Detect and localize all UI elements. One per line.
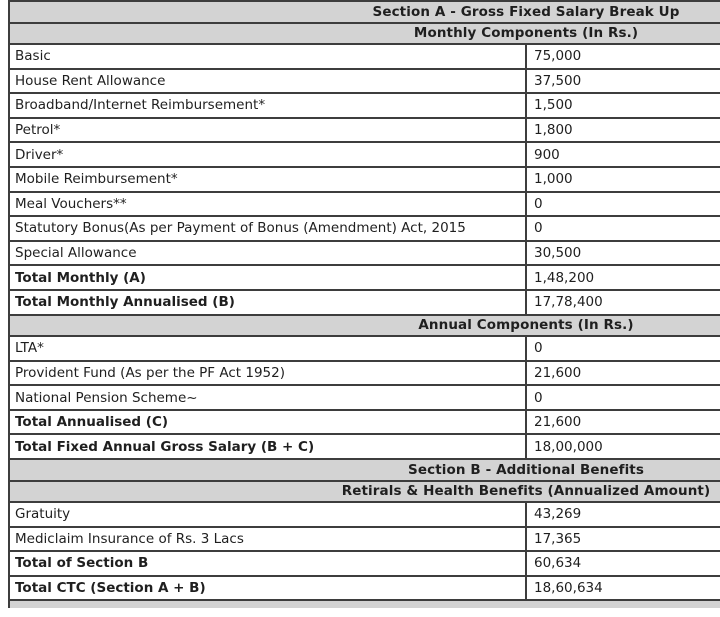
row-label: Statutory Bonus(As per Payment of Bonus (Amendment) Act, 2015 [9, 216, 526, 241]
row-label: Basic [9, 44, 526, 69]
row-provident-fund [9, 361, 720, 386]
row-meal-vouchers [9, 192, 720, 217]
row-total-of-section-b [9, 551, 720, 576]
row-label: Total of Section B [9, 551, 526, 576]
row-total-monthly-a [9, 265, 720, 290]
row-label: Total Monthly Annualised (B) [9, 290, 526, 315]
row-total-fixed-annual-gross-salary [9, 434, 720, 459]
annual-components-header: Annual Components (In Rs.) [9, 315, 720, 337]
row-total-ctc [9, 576, 720, 601]
annual-components-header-row [9, 315, 720, 337]
row-driver [9, 142, 720, 167]
section-a-header: Section A - Gross Fixed Salary Break Up [9, 1, 720, 23]
row-label: Mediclaim Insurance of Rs. 3 Lacs [9, 527, 526, 552]
monthly-components-header-row [9, 23, 720, 45]
row-lta [9, 336, 720, 361]
row-gratuity [9, 502, 720, 527]
row-label: Gratuity [9, 502, 526, 527]
row-value: 60,634 [526, 551, 720, 576]
row-value: 30,500 [526, 241, 720, 266]
row-value: 0 [526, 216, 720, 241]
row-label: Total Annualised (C) [9, 410, 526, 435]
row-value: 1,500 [526, 93, 720, 118]
row-value: 1,800 [526, 118, 720, 143]
row-house-rent-allowance [9, 69, 720, 94]
row-value: 900 [526, 142, 720, 167]
row-value: 21,600 [526, 410, 720, 435]
row-label: Total Monthly (A) [9, 265, 526, 290]
row-label: National Pension Scheme~ [9, 385, 526, 410]
row-mediclaim-insurance [9, 527, 720, 552]
row-label: Driver* [9, 142, 526, 167]
row-value: 37,500 [526, 69, 720, 94]
row-label: LTA* [9, 336, 526, 361]
row-value: 0 [526, 385, 720, 410]
row-value: 0 [526, 336, 720, 361]
row-value: 1,48,200 [526, 265, 720, 290]
row-special-allowance [9, 241, 720, 266]
row-mobile-reimbursement [9, 167, 720, 192]
section-b-header-row [9, 459, 720, 481]
row-value: 21,600 [526, 361, 720, 386]
row-basic [9, 44, 720, 69]
monthly-components-header: Monthly Components (In Rs.) [9, 23, 720, 45]
row-label: Broadband/Internet Reimbursement* [9, 93, 526, 118]
row-value: 75,000 [526, 44, 720, 69]
row-value: 17,78,400 [526, 290, 720, 315]
salary-breakup-sheet [8, 0, 720, 608]
row-total-monthly-annualised-b [9, 290, 720, 315]
row-value: 18,60,634 [526, 576, 720, 601]
row-national-pension-scheme [9, 385, 720, 410]
retirals-health-benefits-header: Retirals & Health Benefits (Annualized Amount) [9, 481, 720, 503]
row-value: 18,00,000 [526, 434, 720, 459]
row-petrol [9, 118, 720, 143]
row-label: Special Allowance [9, 241, 526, 266]
row-label: House Rent Allowance [9, 69, 526, 94]
row-value: 0 [526, 192, 720, 217]
retirals-health-benefits-header-row [9, 481, 720, 503]
section-a-header-row [9, 1, 720, 23]
next-section-header-partial [8, 601, 720, 608]
row-label: Petrol* [9, 118, 526, 143]
row-broadband-internet-reimbursement [9, 93, 720, 118]
section-b-header: Section B - Additional Benefits [9, 459, 720, 481]
row-label: Provident Fund (As per the PF Act 1952) [9, 361, 526, 386]
row-label: Total CTC (Section A + B) [9, 576, 526, 601]
row-label: Meal Vouchers** [9, 192, 526, 217]
row-total-annualised-c [9, 410, 720, 435]
salary-breakup-table [8, 0, 720, 601]
row-value: 17,365 [526, 527, 720, 552]
row-label: Mobile Reimbursement* [9, 167, 526, 192]
row-statutory-bonus [9, 216, 720, 241]
row-value: 43,269 [526, 502, 720, 527]
row-label: Total Fixed Annual Gross Salary (B + C) [9, 434, 526, 459]
row-value: 1,000 [526, 167, 720, 192]
